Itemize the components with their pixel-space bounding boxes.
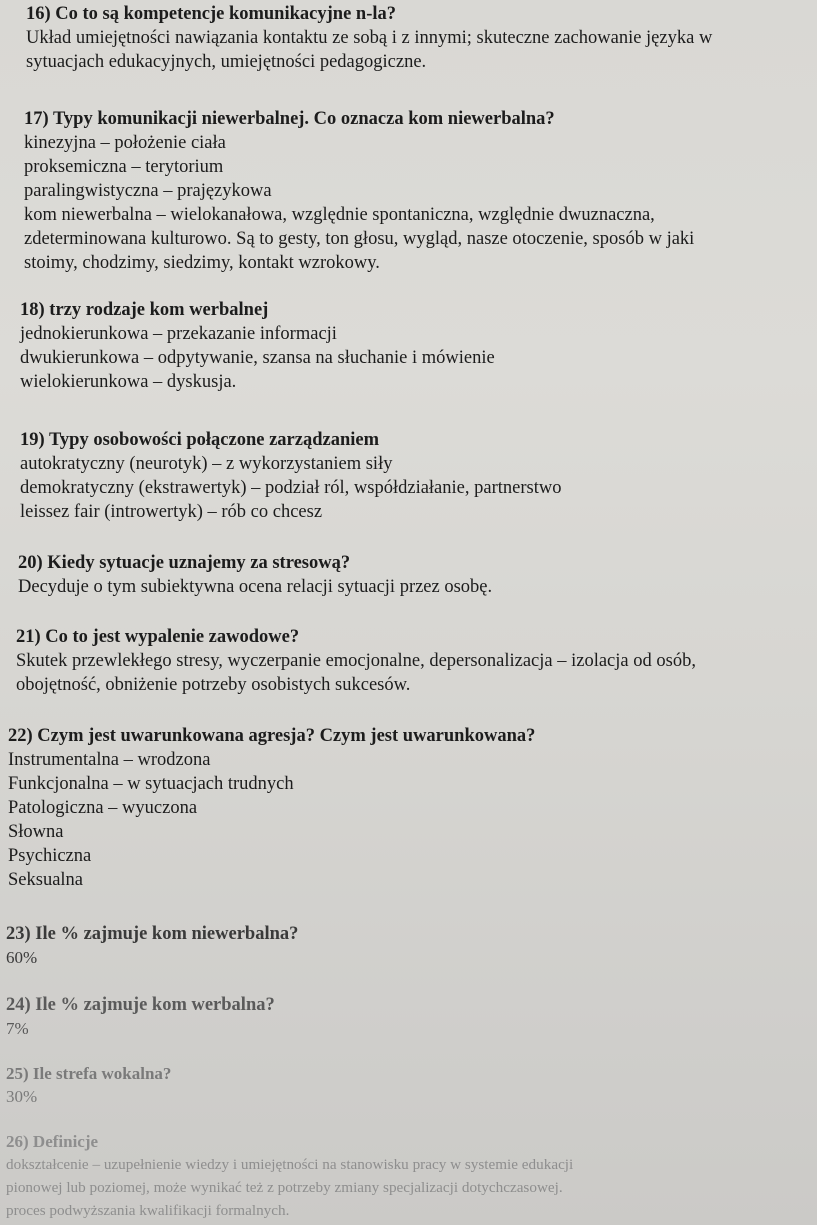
section-line: proksemiczna – terytorium xyxy=(24,157,224,177)
section-title: 19) Typy osobowości połączone zarządzaniem xyxy=(20,430,380,450)
section-23 xyxy=(6,922,806,969)
section-line: Funkcjonalna – w sytuacjach trudnych xyxy=(8,774,294,794)
section-line: dokształcenie – uzupełnienie wiedzy i umiejętności na stanowisku pracy w systemie edukacji xyxy=(6,1156,574,1173)
section-title: 24) Ile % zajmuje kom werbalna? xyxy=(6,995,275,1015)
section-title: 17) Typy komunikacji niewerbalnej. Co oznacza kom niewerbalna? xyxy=(24,109,555,129)
section-line: jednokierunkowa – przekazanie informacji xyxy=(20,324,337,344)
section-line: demokratyczny (ekstrawertyk) – podział ról, współdziałanie, partnerstwo xyxy=(20,478,562,498)
section-line: proces podwyższania kwalifikacji formalnych. xyxy=(6,1202,290,1219)
section-line: Decyduje o tym subiektywna ocena relacji sytuacji przez osobę. xyxy=(18,577,493,597)
section-line: stoimy, chodzimy, siedzimy, kontakt wzrokowy. xyxy=(24,253,380,273)
section-25 xyxy=(6,1062,806,1108)
section-18 xyxy=(20,298,810,394)
section-line: zdeterminowana kulturowo. Są to gesty, ton głosu, wygląd, nasze otoczenie, sposób w jaki xyxy=(24,229,695,249)
section-title: 20) Kiedy sytuacje uznajemy za stresową? xyxy=(18,553,351,573)
section-line: wielokierunkowa – dyskusja. xyxy=(20,372,237,392)
section-line: sytuacjach edukacyjnych, umiejętności pedagogiczne. xyxy=(26,52,427,72)
section-line: paralingwistyczna – prajęzykowa xyxy=(24,181,272,201)
section-19 xyxy=(20,428,810,524)
section-title: 16) Co to są kompetencje komunikacyjne n-la? xyxy=(26,4,396,24)
section-line: Układ umiejętności nawiązania kontaktu ze sobą i z innymi; skuteczne zachowanie języka w xyxy=(26,28,713,48)
section-line: 30% xyxy=(6,1087,38,1106)
section-24 xyxy=(6,993,806,1040)
section-17 xyxy=(24,107,814,275)
section-16 xyxy=(26,2,816,74)
section-line: pionowej lub poziomej, może wynikać też z potrzeby zmiany specjalizacji dotychczasowej. xyxy=(6,1179,563,1196)
section-title: 22) Czym jest uwarunkowana agresja? Czym jest uwarunkowana? xyxy=(8,726,536,746)
section-line: Psychiczna xyxy=(8,846,92,866)
section-title: 25) Ile strefa wokalna? xyxy=(6,1064,172,1083)
section-line: Seksualna xyxy=(8,870,84,890)
section-21 xyxy=(16,625,816,697)
section-title: 18) trzy rodzaje kom werbalnej xyxy=(20,300,269,320)
section-line: 60% xyxy=(6,948,38,967)
section-title: 23) Ile % zajmuje kom niewerbalna? xyxy=(6,924,299,944)
section-line: 7% xyxy=(6,1019,29,1038)
section-20 xyxy=(18,551,808,599)
section-22 xyxy=(8,724,808,892)
section-line: leissez fair (introwertyk) – rób co chcesz xyxy=(20,502,323,522)
section-line: Instrumentalna – wrodzona xyxy=(8,750,211,770)
section-line: autokratyczny (neurotyk) – z wykorzystaniem siły xyxy=(20,454,393,474)
section-line: kom niewerbalna – wielokanałowa, względnie spontaniczna, względnie dwuznaczna, xyxy=(24,205,655,225)
section-line: kinezyjna – położenie ciała xyxy=(24,133,226,153)
section-title: 21) Co to jest wypalenie zawodowe? xyxy=(16,627,300,647)
section-line: Słowna xyxy=(8,822,64,842)
section-line: obojętność, obniżenie potrzeby osobistych sukcesów. xyxy=(16,675,411,695)
section-line: Skutek przewlekłego stresy, wyczerpanie emocjonalne, depersonalizacja – izolacja od osób, xyxy=(16,651,696,671)
section-26 xyxy=(6,1130,814,1222)
section-line: Patologiczna – wyuczona xyxy=(8,798,198,818)
section-title: 26) Definicje xyxy=(6,1132,99,1151)
section-line: dwukierunkowa – odpytywanie, szansa na słuchanie i mówienie xyxy=(20,348,495,368)
